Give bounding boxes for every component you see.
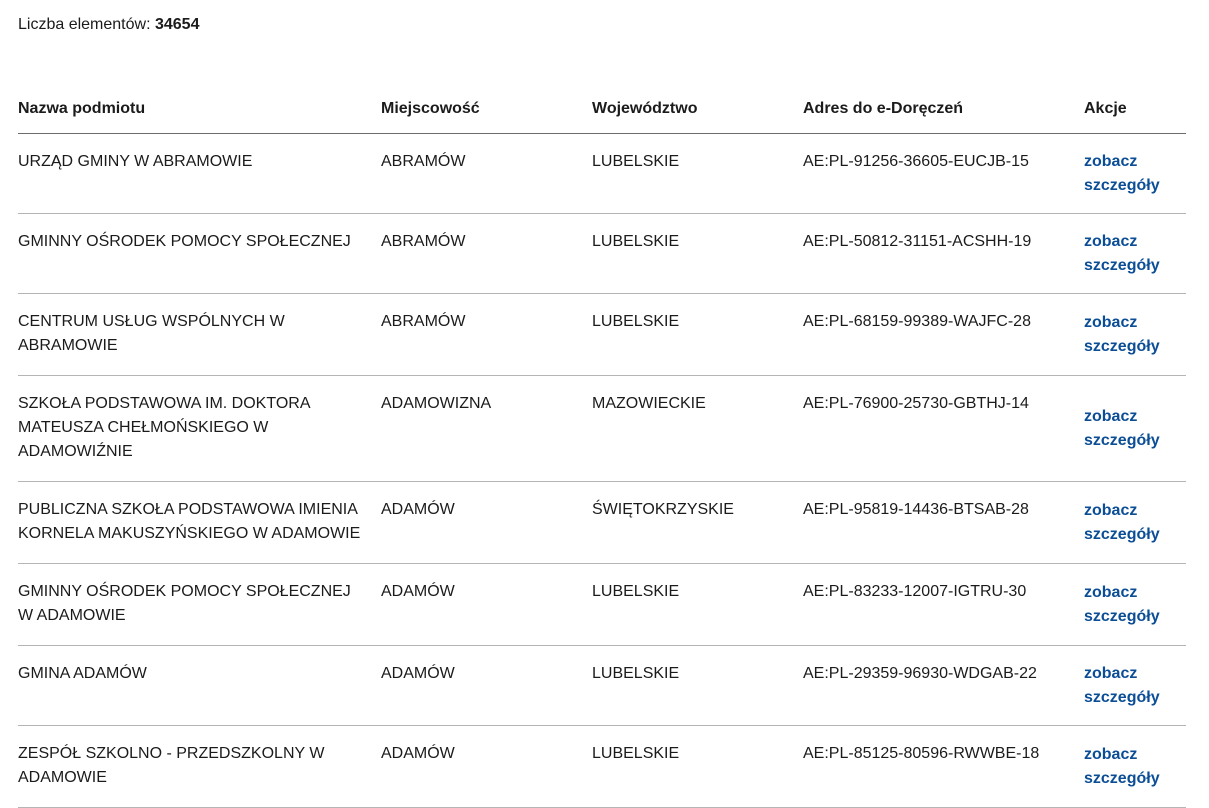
cell-address: AE:PL-76900-25730-GBTHJ-14 — [803, 376, 1084, 482]
table-row — [18, 646, 1186, 726]
cell-name: SZKOŁA PODSTAWOWA IM. DOKTORA MATEUSZA CHEŁMOŃSKIEGO W ADAMOWIŹNIE — [18, 376, 381, 482]
cell-city: ABRAMÓW — [381, 294, 592, 376]
table-row — [18, 564, 1186, 646]
cell-address: AE:PL-95819-14436-BTSAB-28 — [803, 482, 1084, 564]
cell-actions — [1084, 482, 1186, 564]
cell-address: AE:PL-91256-36605-EUCJB-15 — [803, 134, 1084, 214]
cell-voivodeship: LUBELSKIE — [592, 214, 803, 294]
column-header-city: Miejscowość — [381, 86, 592, 134]
table-header-row — [18, 86, 1186, 134]
cell-voivodeship: LUBELSKIE — [592, 564, 803, 646]
column-header-voivodeship: Województwo — [592, 86, 803, 134]
cell-voivodeship: ŚWIĘTOKRZYSKIE — [592, 482, 803, 564]
cell-city: ADAMÓW — [381, 646, 592, 726]
cell-actions — [1084, 134, 1186, 214]
cell-city: ADAMOWIZNA — [381, 376, 592, 482]
cell-voivodeship: LUBELSKIE — [592, 726, 803, 808]
details-link[interactable]: zobacz szczegóły — [1084, 665, 1160, 706]
cell-address: AE:PL-83233-12007-IGTRU-30 — [803, 564, 1084, 646]
column-header-actions: Akcje — [1084, 86, 1186, 134]
cell-voivodeship: LUBELSKIE — [592, 134, 803, 214]
table-row — [18, 294, 1186, 376]
cell-name: GMINNY OŚRODEK POMOCY SPOŁECZNEJ — [18, 214, 381, 294]
cell-actions — [1084, 564, 1186, 646]
details-link[interactable]: zobacz szczegóły — [1084, 408, 1160, 449]
details-link[interactable]: zobacz szczegóły — [1084, 746, 1160, 787]
results-count-label: Liczba elementów: — [18, 16, 151, 33]
cell-actions — [1084, 646, 1186, 726]
cell-voivodeship: LUBELSKIE — [592, 294, 803, 376]
cell-voivodeship: MAZOWIECKIE — [592, 376, 803, 482]
cell-voivodeship: LUBELSKIE — [592, 646, 803, 726]
cell-actions — [1084, 214, 1186, 294]
table-header — [18, 86, 1186, 134]
cell-city: ADAMÓW — [381, 482, 592, 564]
details-link[interactable]: zobacz szczegóły — [1084, 584, 1160, 625]
cell-city: ABRAMÓW — [381, 214, 592, 294]
details-link[interactable]: zobacz szczegóły — [1084, 153, 1160, 194]
cell-address: AE:PL-85125-80596-RWWBE-18 — [803, 726, 1084, 808]
table-row — [18, 726, 1186, 808]
cell-name: URZĄD GMINY W ABRAMOWIE — [18, 134, 381, 214]
results-table — [18, 86, 1186, 808]
table-row — [18, 482, 1186, 564]
cell-address: AE:PL-68159-99389-WAJFC-28 — [803, 294, 1084, 376]
details-link[interactable]: zobacz szczegóły — [1084, 233, 1160, 274]
cell-actions — [1084, 726, 1186, 808]
table-row — [18, 214, 1186, 294]
results-count — [18, 15, 199, 35]
cell-city: ADAMÓW — [381, 726, 592, 808]
table-body — [18, 134, 1186, 808]
cell-name: CENTRUM USŁUG WSPÓLNYCH W ABRAMOWIE — [18, 294, 381, 376]
cell-name: GMINNY OŚRODEK POMOCY SPOŁECZNEJ W ADAMOWIE — [18, 564, 381, 646]
results-count-value: 34654 — [154, 16, 200, 33]
cell-city: ABRAMÓW — [381, 134, 592, 214]
details-link[interactable]: zobacz szczegóły — [1084, 502, 1160, 543]
cell-actions — [1084, 294, 1186, 376]
cell-address: AE:PL-50812-31151-ACSHH-19 — [803, 214, 1084, 294]
cell-name: GMINA ADAMÓW — [18, 646, 381, 726]
table-row — [18, 376, 1186, 482]
column-header-address: Adres do e-Doręczeń — [803, 86, 1084, 134]
cell-actions — [1084, 376, 1186, 482]
cell-name: ZESPÓŁ SZKOLNO - PRZEDSZKOLNY W ADAMOWIE — [18, 726, 381, 808]
cell-city: ADAMÓW — [381, 564, 592, 646]
column-header-name: Nazwa podmiotu — [18, 86, 381, 134]
cell-address: AE:PL-29359-96930-WDGAB-22 — [803, 646, 1084, 726]
cell-name: PUBLICZNA SZKOŁA PODSTAWOWA IMIENIA KORNELA MAKUSZYŃSKIEGO W ADAMOWIE — [18, 482, 381, 564]
table-row — [18, 134, 1186, 214]
details-link[interactable]: zobacz szczegóły — [1084, 314, 1160, 355]
